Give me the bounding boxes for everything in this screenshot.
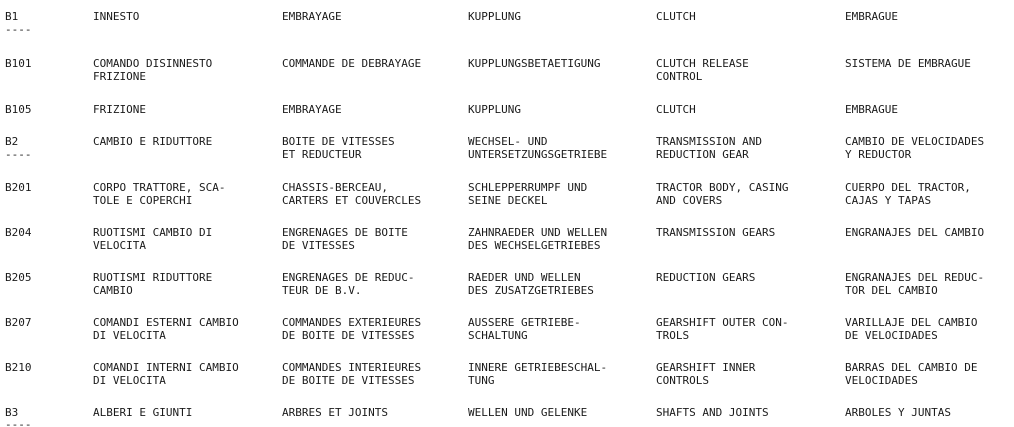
german-term: KUPPLUNGSBETAETIGUNG	[468, 57, 601, 70]
german-term: RAEDER UND WELLEN DES ZUSATZGETRIEBES	[468, 271, 594, 297]
section-code: B201	[5, 181, 32, 194]
spanish-term: ENGRANAJES DEL REDUC- TOR DEL CAMBIO	[845, 271, 985, 297]
spanish-term: CUERPO DEL TRACTOR, CAJAS Y TAPAS	[845, 181, 971, 207]
french-term: ARBRES ET JOINTS	[282, 406, 388, 419]
french-term: EMBRAYAGE	[282, 10, 342, 23]
italian-term: ALBERI E GIUNTI	[93, 406, 193, 419]
german-term: SCHLEPPERRUMPF UND SEINE DECKEL	[468, 181, 588, 207]
spanish-term: ENGRANAJES DEL CAMBIO	[845, 226, 985, 239]
german-term: WELLEN UND GELENKE	[468, 406, 588, 419]
spanish-term: ARBOLES Y JUNTAS	[845, 406, 951, 419]
german-term: AUSSERE GETRIEBE- SCHALTUNG	[468, 316, 581, 342]
section-code: B210	[5, 361, 32, 374]
italian-term: CORPO TRATTORE, SCA- TOLE E COPERCHI	[93, 181, 226, 207]
italian-term: COMANDI ESTERNI CAMBIO DI VELOCITA	[93, 316, 239, 342]
german-term: INNERE GETRIEBESCHAL- TUNG	[468, 361, 608, 387]
german-term: WECHSEL- UND UNTERSETZUNGSGETRIEBE	[468, 135, 608, 161]
italian-term: RUOTISMI RIDUTTORE CAMBIO	[93, 271, 213, 297]
english-term: TRANSMISSION GEARS	[656, 226, 776, 239]
english-term: TRANSMISSION AND REDUCTION GEAR	[656, 135, 762, 161]
french-term: COMMANDES EXTERIEURES DE BOITE DE VITESSES	[282, 316, 422, 342]
italian-term: FRIZIONE	[93, 103, 146, 116]
code-underline: ----	[5, 23, 32, 36]
german-term: KUPPLUNG	[468, 10, 521, 23]
italian-term: COMANDO DISINNESTO FRIZIONE	[93, 57, 213, 83]
spanish-term: VARILLAJE DEL CAMBIO DE VELOCIDADES	[845, 316, 978, 342]
italian-term: INNESTO	[93, 10, 140, 23]
french-term: CHASSIS-BERCEAU, CARTERS ET COUVERCLES	[282, 181, 422, 207]
german-term: ZAHNRAEDER UND WELLEN DES WECHSELGETRIEBES	[468, 226, 608, 252]
italian-term: CAMBIO E RIDUTTORE	[93, 135, 213, 148]
french-term: ENGRENAGES DE REDUC- TEUR DE B.V.	[282, 271, 415, 297]
section-code: B105	[5, 103, 32, 116]
french-term: COMMANDES INTERIEURES DE BOITE DE VITESSES	[282, 361, 422, 387]
english-term: CLUTCH	[656, 103, 696, 116]
section-code: B101	[5, 57, 32, 70]
english-term: CLUTCH RELEASE CONTROL	[656, 57, 749, 83]
spanish-term: EMBRAGUE	[845, 103, 898, 116]
section-code: B3	[5, 406, 19, 419]
spanish-term: SISTEMA DE EMBRAGUE	[845, 57, 971, 70]
section-code: B204	[5, 226, 32, 239]
french-term: BOITE DE VITESSES ET REDUCTEUR	[282, 135, 395, 161]
italian-term: COMANDI INTERNI CAMBIO DI VELOCITA	[93, 361, 239, 387]
french-term: COMMANDE DE DEBRAYAGE	[282, 57, 422, 70]
section-code: B207	[5, 316, 32, 329]
english-term: TRACTOR BODY, CASING AND COVERS	[656, 181, 789, 207]
german-term: KUPPLUNG	[468, 103, 521, 116]
english-term: GEARSHIFT INNER CONTROLS	[656, 361, 756, 387]
english-term: GEARSHIFT OUTER CON- TROLS	[656, 316, 789, 342]
french-term: ENGRENAGES DE BOITE DE VITESSES	[282, 226, 408, 252]
english-term: REDUCTION GEARS	[656, 271, 756, 284]
code-underline: ----	[5, 148, 32, 161]
section-code: B205	[5, 271, 32, 284]
french-term: EMBRAYAGE	[282, 103, 342, 116]
spanish-term: CAMBIO DE VELOCIDADES Y REDUCTOR	[845, 135, 985, 161]
section-code: B1	[5, 10, 19, 23]
section-code: B2	[5, 135, 19, 148]
spanish-term: BARRAS DEL CAMBIO DE VELOCIDADES	[845, 361, 978, 387]
code-underline: ----	[5, 418, 32, 427]
italian-term: RUOTISMI CAMBIO DI VELOCITA	[93, 226, 213, 252]
spanish-term: EMBRAGUE	[845, 10, 898, 23]
english-term: CLUTCH	[656, 10, 696, 23]
english-term: SHAFTS AND JOINTS	[656, 406, 769, 419]
